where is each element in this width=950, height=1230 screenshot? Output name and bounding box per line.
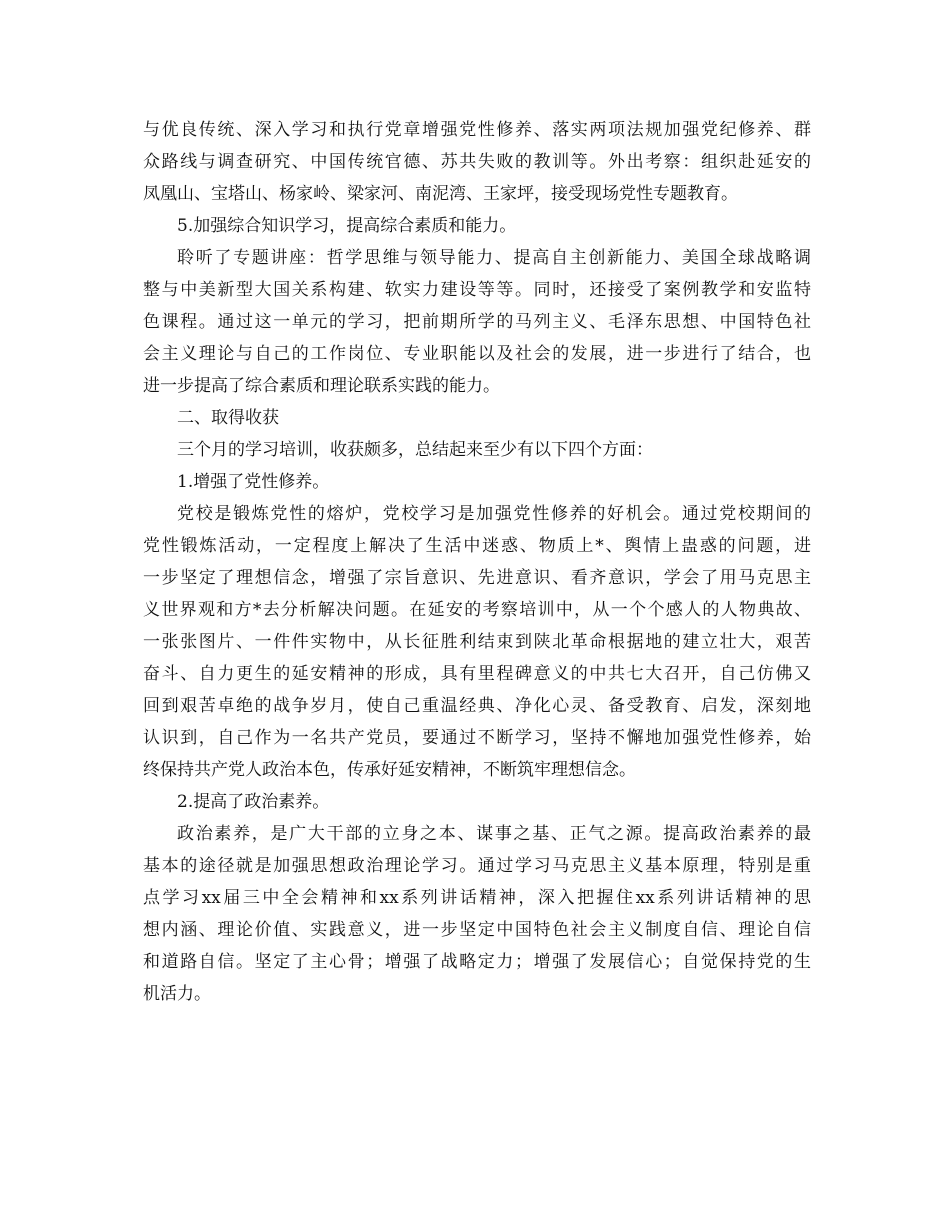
text-line: 回到艰苦卓绝的战争岁月，使自己重温经典、净化心灵、备受教育、启发，深刻地	[143, 696, 811, 716]
text-line: 进一步提高了综合素质和理论联系实践的能力。	[143, 376, 500, 396]
text-line: 机活力。	[143, 984, 211, 1004]
text-line: 和道路自信。坚定了主心骨；增强了战略定力；增强了发展信心；自觉保持党的生	[143, 952, 811, 972]
text-line: 基本的途径就是加强思想政治理论学习。通过学习马克思主义基本原理，特别是重	[143, 856, 811, 876]
text-line: 2.提高了政治素养。	[177, 792, 330, 812]
text-line: 点学习xx届三中全会精神和xx系列讲话精神，深入把握住xx系列讲话精神的思	[143, 888, 811, 908]
text-line: 奋斗、自力更生的延安精神的形成，具有里程碑意义的中共七大召开，自己仿佛又	[143, 664, 811, 684]
text-line: 党校是锻炼党性的熔炉，党校学习是加强党性修养的好机会。通过党校期间的	[177, 504, 811, 524]
text-line: 一步坚定了理想信念，增强了宗旨意识、先进意识、看齐意识，学会了用马克思主	[143, 568, 811, 588]
text-line: 与优良传统、深入学习和执行党章增强党性修养、落实两项法规加强党纪修养、群	[143, 120, 811, 140]
document-body	[143, 114, 811, 1010]
text-line: 1.增强了党性修养。	[177, 472, 330, 492]
text-line: 义世界观和方*去分析解决问题。在延安的考察培训中，从一个个感人的人物典故、	[143, 600, 811, 620]
text-line: 凤凰山、宝塔山、杨家岭、梁家河、南泥湾、王家坪，接受现场党性专题教育。	[143, 184, 738, 204]
text-line: 三个月的学习培训，收获颇多，总结起来至少有以下四个方面：	[177, 440, 653, 460]
text-line: 5.加强综合知识学习，提高综合素质和能力。	[177, 216, 517, 236]
text-line: 众路线与调查研究、中国传统官德、苏共失败的教训等。外出考察：组织赴延安的	[143, 152, 811, 172]
text-line: 整与中美新型大国关系构建、软实力建设等等。同时，还接受了案例教学和安监特	[143, 280, 811, 300]
text-line: 党性锻炼活动，一定程度上解决了生活中迷惑、物质上*、舆情上蛊惑的问题，进	[143, 536, 811, 556]
text-line: 想内涵、理论价值、实践意义，进一步坚定中国特色社会主义制度自信、理论自信	[143, 920, 811, 940]
text-line: 聆听了专题讲座：哲学思维与领导能力、提高自主创新能力、美国全球战略调	[177, 248, 811, 268]
text-line: 认识到，自己作为一名共产党员，要通过不断学习，坚持不懈地加强党性修养，始	[143, 728, 811, 748]
text-line: 终保持共产党人政治本色，传承好延安精神，不断筑牢理想信念。	[143, 760, 636, 780]
text-line: 会主义理论与自己的工作岗位、专业职能以及社会的发展，进一步进行了结合，也	[143, 344, 811, 364]
text-line: 二、取得收获	[177, 408, 279, 428]
text-line: 色课程。通过这一单元的学习，把前期所学的马列主义、毛泽东思想、中国特色社	[143, 312, 811, 332]
text-line: 政治素养，是广大干部的立身之本、谋事之基、正气之源。提高政治素养的最	[177, 824, 811, 844]
text-line: 一张张图片、一件件实物中，从长征胜利结束到陕北革命根据地的建立壮大，艰苦	[143, 632, 811, 652]
